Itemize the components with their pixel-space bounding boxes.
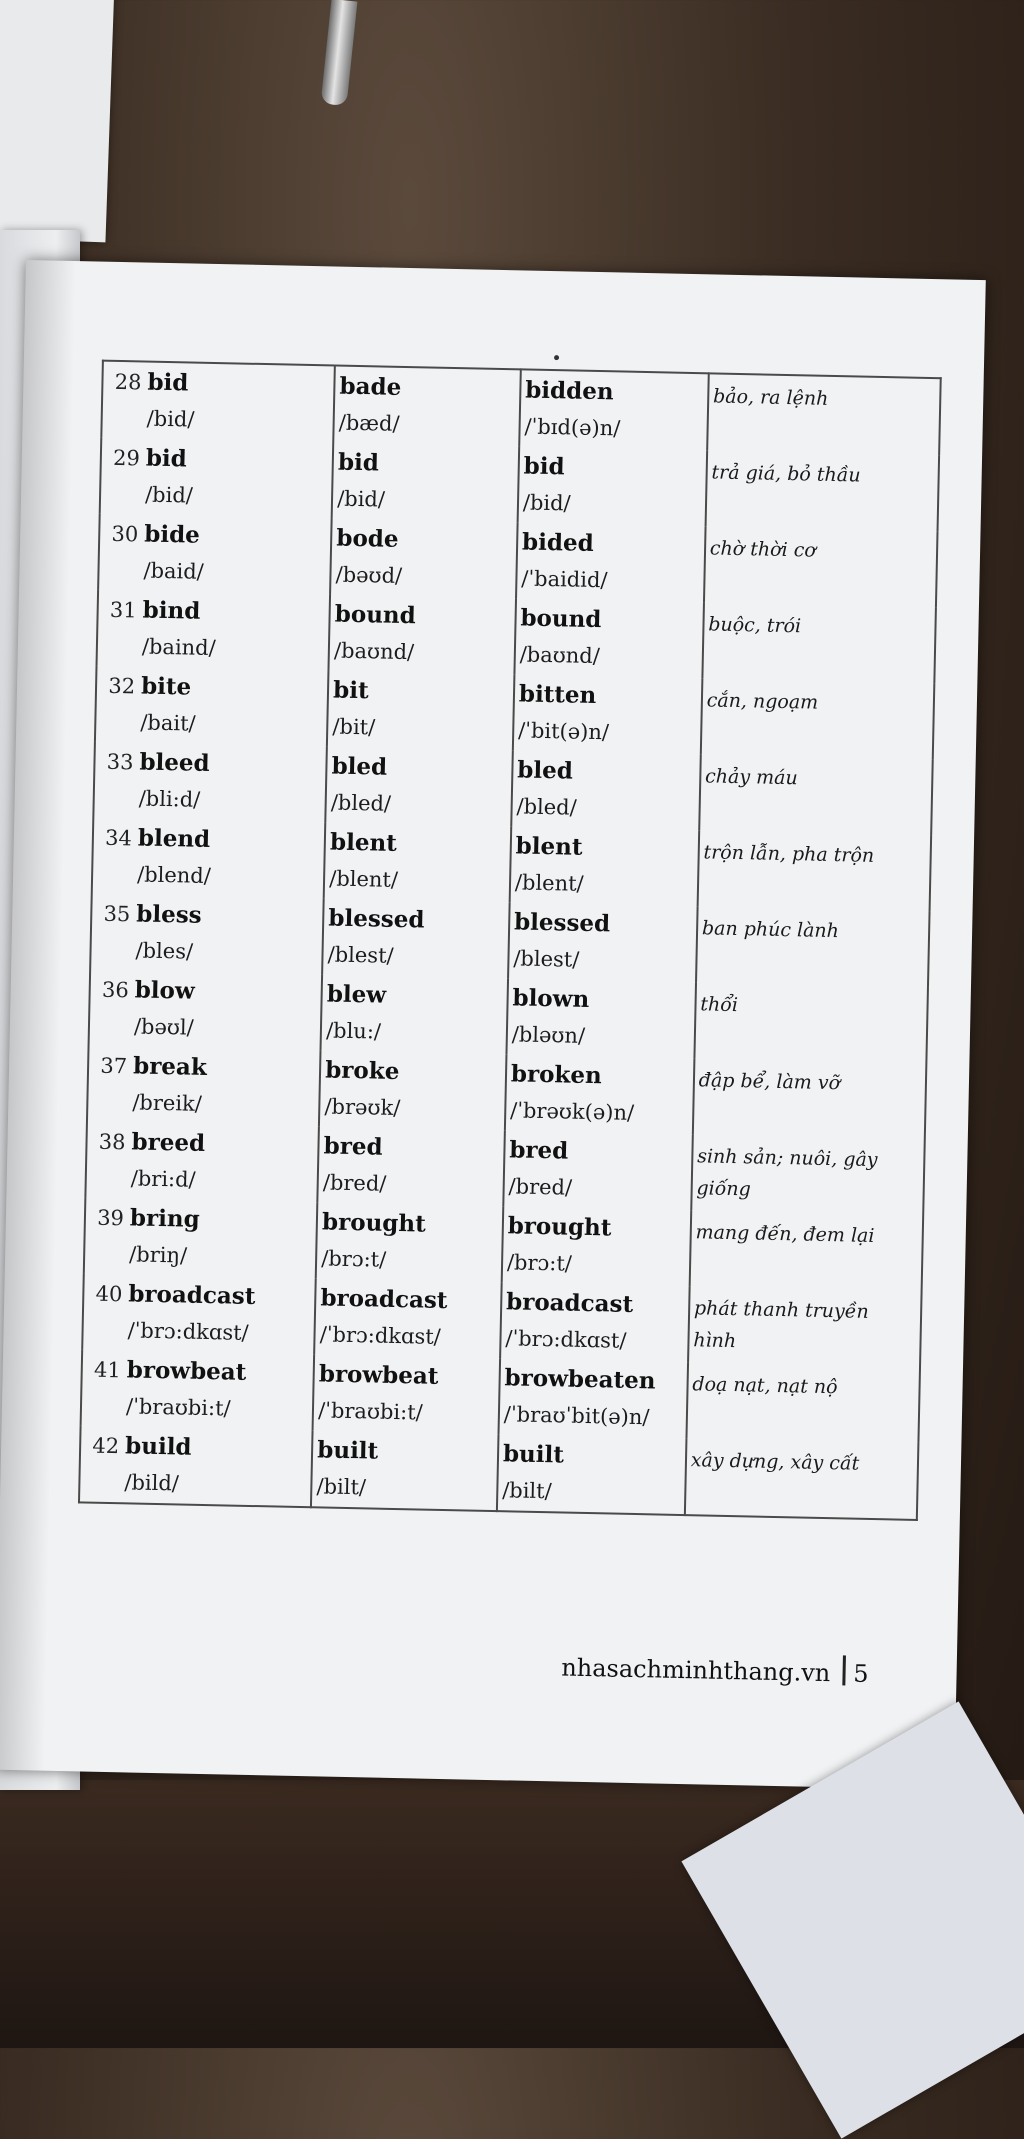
past-participle-cell: [506, 978, 695, 1058]
past-form: bit: [332, 676, 369, 705]
base-form: bless: [136, 900, 202, 929]
base-form: bide: [144, 520, 201, 549]
past-pronunciation: /bæd/: [338, 410, 400, 436]
past-participle: bided: [521, 528, 594, 557]
past-form: bled: [331, 752, 388, 781]
base-pronunciation: /bri:d/: [130, 1166, 196, 1192]
past-form: bred: [323, 1132, 383, 1161]
past-participle-pronunciation: /brɔ:t/: [506, 1250, 573, 1276]
meaning-cell: [701, 678, 935, 759]
past-form: bade: [339, 372, 402, 401]
past-pronunciation: /blest/: [327, 942, 394, 968]
meaning-cell: [694, 982, 928, 1063]
row-number: 30: [111, 521, 139, 547]
past-pronunciation: /brɔ:t/: [321, 1246, 387, 1272]
verb-row: [79, 1425, 918, 1520]
meaning: doạ nạt, nạt nộ: [692, 1373, 838, 1399]
base-form-cell: [87, 1045, 321, 1126]
row-number: 38: [98, 1129, 126, 1155]
meaning-cell: [688, 1286, 922, 1367]
row-number: 32: [108, 673, 136, 699]
past-form: bound: [334, 600, 417, 630]
past-participle-cell: [517, 446, 706, 526]
meaning-cell: [707, 373, 941, 455]
past-participle-pronunciation: /ˈbrəʊk(ə)n/: [509, 1098, 635, 1125]
irregular-verbs-table: [78, 360, 942, 1521]
base-form: build: [124, 1432, 192, 1461]
past-participle: blown: [512, 984, 590, 1013]
base-form-cell: [81, 1349, 315, 1430]
past-participle-cell: [500, 1282, 689, 1362]
past-pronunciation: /bid/: [336, 486, 386, 512]
base-form: bid: [147, 368, 189, 397]
base-pronunciation: /ˈbraʊbi:t/: [125, 1394, 231, 1421]
base-form: broadcast: [128, 1280, 256, 1311]
past-participle-cell: [505, 1054, 694, 1134]
past-participle: blessed: [513, 908, 611, 938]
past-pronunciation: /bred/: [322, 1170, 387, 1196]
past-pronunciation: /bəʊd/: [335, 562, 403, 588]
meaning-cell: [699, 754, 933, 835]
past-form-cell: [332, 442, 519, 522]
base-form-cell: [89, 969, 323, 1050]
past-form: blessed: [328, 904, 425, 934]
base-form-cell: [100, 438, 334, 519]
past-participle: bred: [509, 1136, 569, 1165]
meaning: chảy máu: [704, 765, 798, 790]
meaning: phát thanh truyền hình: [693, 1297, 869, 1353]
base-form-cell: [97, 590, 331, 671]
meaning: xây dựng, xây cất: [690, 1449, 860, 1475]
meaning: bảo, ra lệnh: [712, 385, 829, 410]
past-participle-pronunciation: /ˈbit(ə)n/: [517, 718, 610, 745]
base-form: browbeat: [126, 1356, 247, 1386]
meaning: trả giá, bỏ thầu: [711, 461, 861, 487]
row-number: 33: [106, 749, 134, 775]
meaning-cell: [689, 1210, 923, 1291]
past-form-cell: [316, 1202, 503, 1282]
page-number: 5: [853, 1659, 869, 1688]
base-pronunciation: /ˈbrɔ:dkɑst/: [127, 1318, 249, 1345]
base-form: bite: [140, 672, 192, 701]
base-form: bleed: [139, 748, 210, 777]
base-form-cell: [98, 514, 332, 595]
base-form-cell: [90, 894, 324, 975]
past-participle: browbeaten: [504, 1364, 656, 1395]
past-participle-pronunciation: /ˈbɪd(ə)n/: [524, 414, 621, 441]
past-form-cell: [333, 365, 520, 446]
past-pronunciation: /blu:/: [325, 1018, 382, 1044]
meaning-cell: [696, 906, 930, 987]
past-form: blent: [329, 828, 398, 857]
past-participle-cell: [498, 1358, 687, 1438]
past-participle-cell: [510, 826, 699, 906]
past-form-cell: [321, 974, 508, 1054]
meaning: chờ thời cơ: [709, 537, 817, 562]
past-form: blew: [326, 980, 387, 1009]
past-form: bode: [336, 524, 399, 553]
row-number: 35: [103, 901, 131, 927]
past-participle: broken: [510, 1060, 603, 1090]
past-participle: bidden: [524, 376, 614, 406]
past-pronunciation: /blent/: [329, 866, 399, 892]
past-form-cell: [319, 1050, 506, 1130]
meaning-cell: [702, 602, 936, 683]
past-form-cell: [311, 1430, 498, 1511]
base-form: blow: [134, 976, 195, 1005]
past-form: bid: [337, 448, 380, 477]
past-participle-cell: [516, 522, 705, 602]
row-number: 37: [100, 1053, 128, 1079]
base-form: bid: [145, 444, 188, 473]
past-pronunciation: /bit/: [332, 714, 376, 740]
past-participle-pronunciation: /bred/: [508, 1174, 573, 1200]
verb-table-body: [79, 361, 941, 1520]
past-form-cell: [317, 1126, 504, 1206]
past-pronunciation: /baʊnd/: [333, 638, 415, 665]
past-form-cell: [325, 746, 512, 826]
row-number: 40: [95, 1281, 123, 1307]
row-number: 29: [112, 445, 141, 471]
row-number: 42: [92, 1433, 120, 1459]
past-participle: bitten: [518, 680, 597, 710]
meaning-cell: [686, 1362, 920, 1443]
row-number: 36: [101, 977, 129, 1003]
past-participle-cell: [502, 1206, 691, 1286]
past-participle: bound: [520, 604, 602, 634]
page-mark: [554, 355, 559, 360]
base-pronunciation: /briŋ/: [128, 1242, 188, 1268]
base-pronunciation: /bid/: [144, 482, 194, 508]
past-participle: brought: [507, 1212, 612, 1242]
past-participle-pronunciation: /blest/: [513, 946, 580, 972]
base-pronunciation: /breik/: [132, 1090, 203, 1116]
past-participle-pronunciation: /ˈbrɔ:dkɑst/: [505, 1326, 627, 1353]
base-form: breed: [131, 1128, 206, 1157]
publisher-site: nhasachminhthang.vn: [561, 1653, 831, 1688]
past-form-cell: [329, 594, 516, 674]
past-participle: bid: [523, 452, 565, 481]
past-participle-cell: [508, 902, 697, 982]
past-participle-pronunciation: /baʊnd/: [519, 642, 601, 669]
past-pronunciation: /bilt/: [316, 1474, 367, 1500]
past-form-cell: [330, 518, 517, 598]
past-participle-cell: [497, 1434, 687, 1515]
past-form: broke: [324, 1056, 400, 1085]
pen: [321, 0, 358, 106]
base-pronunciation: /baind/: [141, 634, 216, 661]
past-form: brought: [321, 1208, 427, 1238]
past-form-cell: [322, 898, 509, 978]
meaning: thổi: [700, 993, 739, 1017]
past-participle-cell: [513, 674, 702, 754]
past-pronunciation: /ˈbrɔ:dkɑst/: [319, 1322, 442, 1349]
past-participle-pronunciation: /ˈbraʊˈbit(ə)n/: [503, 1402, 650, 1430]
base-pronunciation: /baid/: [143, 558, 205, 584]
meaning-cell: [691, 1134, 925, 1215]
past-participle-pronunciation: /bilt/: [501, 1478, 552, 1504]
past-participle-pronunciation: /bid/: [522, 490, 571, 516]
base-form: bind: [142, 596, 201, 625]
meaning: mang đến, đem lại: [695, 1221, 875, 1247]
meaning-cell: [697, 830, 931, 911]
base-form-cell: [84, 1197, 318, 1278]
base-form: break: [132, 1052, 208, 1081]
past-participle-pronunciation: /bləʊn/: [511, 1022, 586, 1048]
paper-sheet: [0, 0, 114, 242]
meaning: buộc, trói: [708, 613, 802, 638]
past-participle: broadcast: [505, 1288, 634, 1318]
meaning-cell: [693, 1058, 927, 1139]
past-participle: bled: [517, 756, 574, 785]
past-participle-pronunciation: /bled/: [516, 794, 577, 820]
base-form: blend: [137, 824, 211, 853]
meaning: ban phúc lành: [701, 917, 840, 943]
meaning-cell: [685, 1438, 919, 1520]
row-number: 34: [104, 825, 133, 851]
row-number: 28: [114, 369, 142, 395]
base-pronunciation: /bles/: [135, 938, 194, 964]
meaning: trộn lẫn, pha trộn: [703, 841, 875, 867]
past-form-cell: [324, 822, 511, 902]
meaning-cell: [705, 450, 939, 531]
meaning: sinh sản; nuôi, gây giống: [696, 1145, 878, 1201]
row-number: 41: [93, 1357, 122, 1383]
base-pronunciation: /bəʊl/: [133, 1014, 194, 1040]
base-pronunciation: /blend/: [136, 862, 212, 889]
past-participle-pronunciation: /ˈbaidid/: [521, 566, 608, 593]
book-page: [0, 260, 986, 1790]
base-form-cell: [93, 742, 327, 823]
row-number: 39: [96, 1205, 125, 1231]
past-form: built: [317, 1436, 379, 1465]
base-pronunciation: /bid/: [146, 406, 195, 432]
past-form-cell: [314, 1278, 501, 1358]
past-pronunciation: /bled/: [330, 790, 392, 816]
past-form-cell: [327, 670, 514, 750]
base-form-cell: [85, 1121, 319, 1202]
past-participle-cell: [511, 750, 700, 830]
base-form-cell: [101, 361, 335, 443]
past-participle-pronunciation: /blent/: [514, 870, 584, 896]
meaning: đập bể, làm vỡ: [698, 1069, 841, 1095]
base-form-cell: [95, 666, 329, 747]
meaning-cell: [704, 526, 938, 607]
row-number: 31: [109, 597, 137, 623]
base-form-cell: [82, 1273, 316, 1354]
past-participle-cell: [519, 369, 709, 450]
past-participle-cell: [514, 598, 703, 678]
past-pronunciation: /ˈbraʊbi:t/: [317, 1398, 423, 1425]
base-pronunciation: /bild/: [124, 1470, 180, 1496]
base-pronunciation: /bli:d/: [138, 786, 201, 812]
base-pronunciation: /bait/: [140, 710, 196, 736]
base-form: bring: [129, 1204, 200, 1233]
past-form-cell: [313, 1354, 500, 1434]
meaning: cắn, ngoạm: [706, 689, 819, 714]
past-participle: built: [502, 1440, 565, 1469]
base-form-cell: [79, 1425, 313, 1507]
footer-divider: [842, 1655, 846, 1685]
past-pronunciation: /brəʊk/: [324, 1094, 401, 1121]
past-form: broadcast: [320, 1284, 448, 1315]
past-participle-cell: [503, 1130, 692, 1210]
past-form: browbeat: [318, 1360, 439, 1390]
base-form-cell: [92, 818, 326, 899]
past-participle: blent: [515, 832, 583, 861]
page-footer: [561, 1650, 869, 1688]
